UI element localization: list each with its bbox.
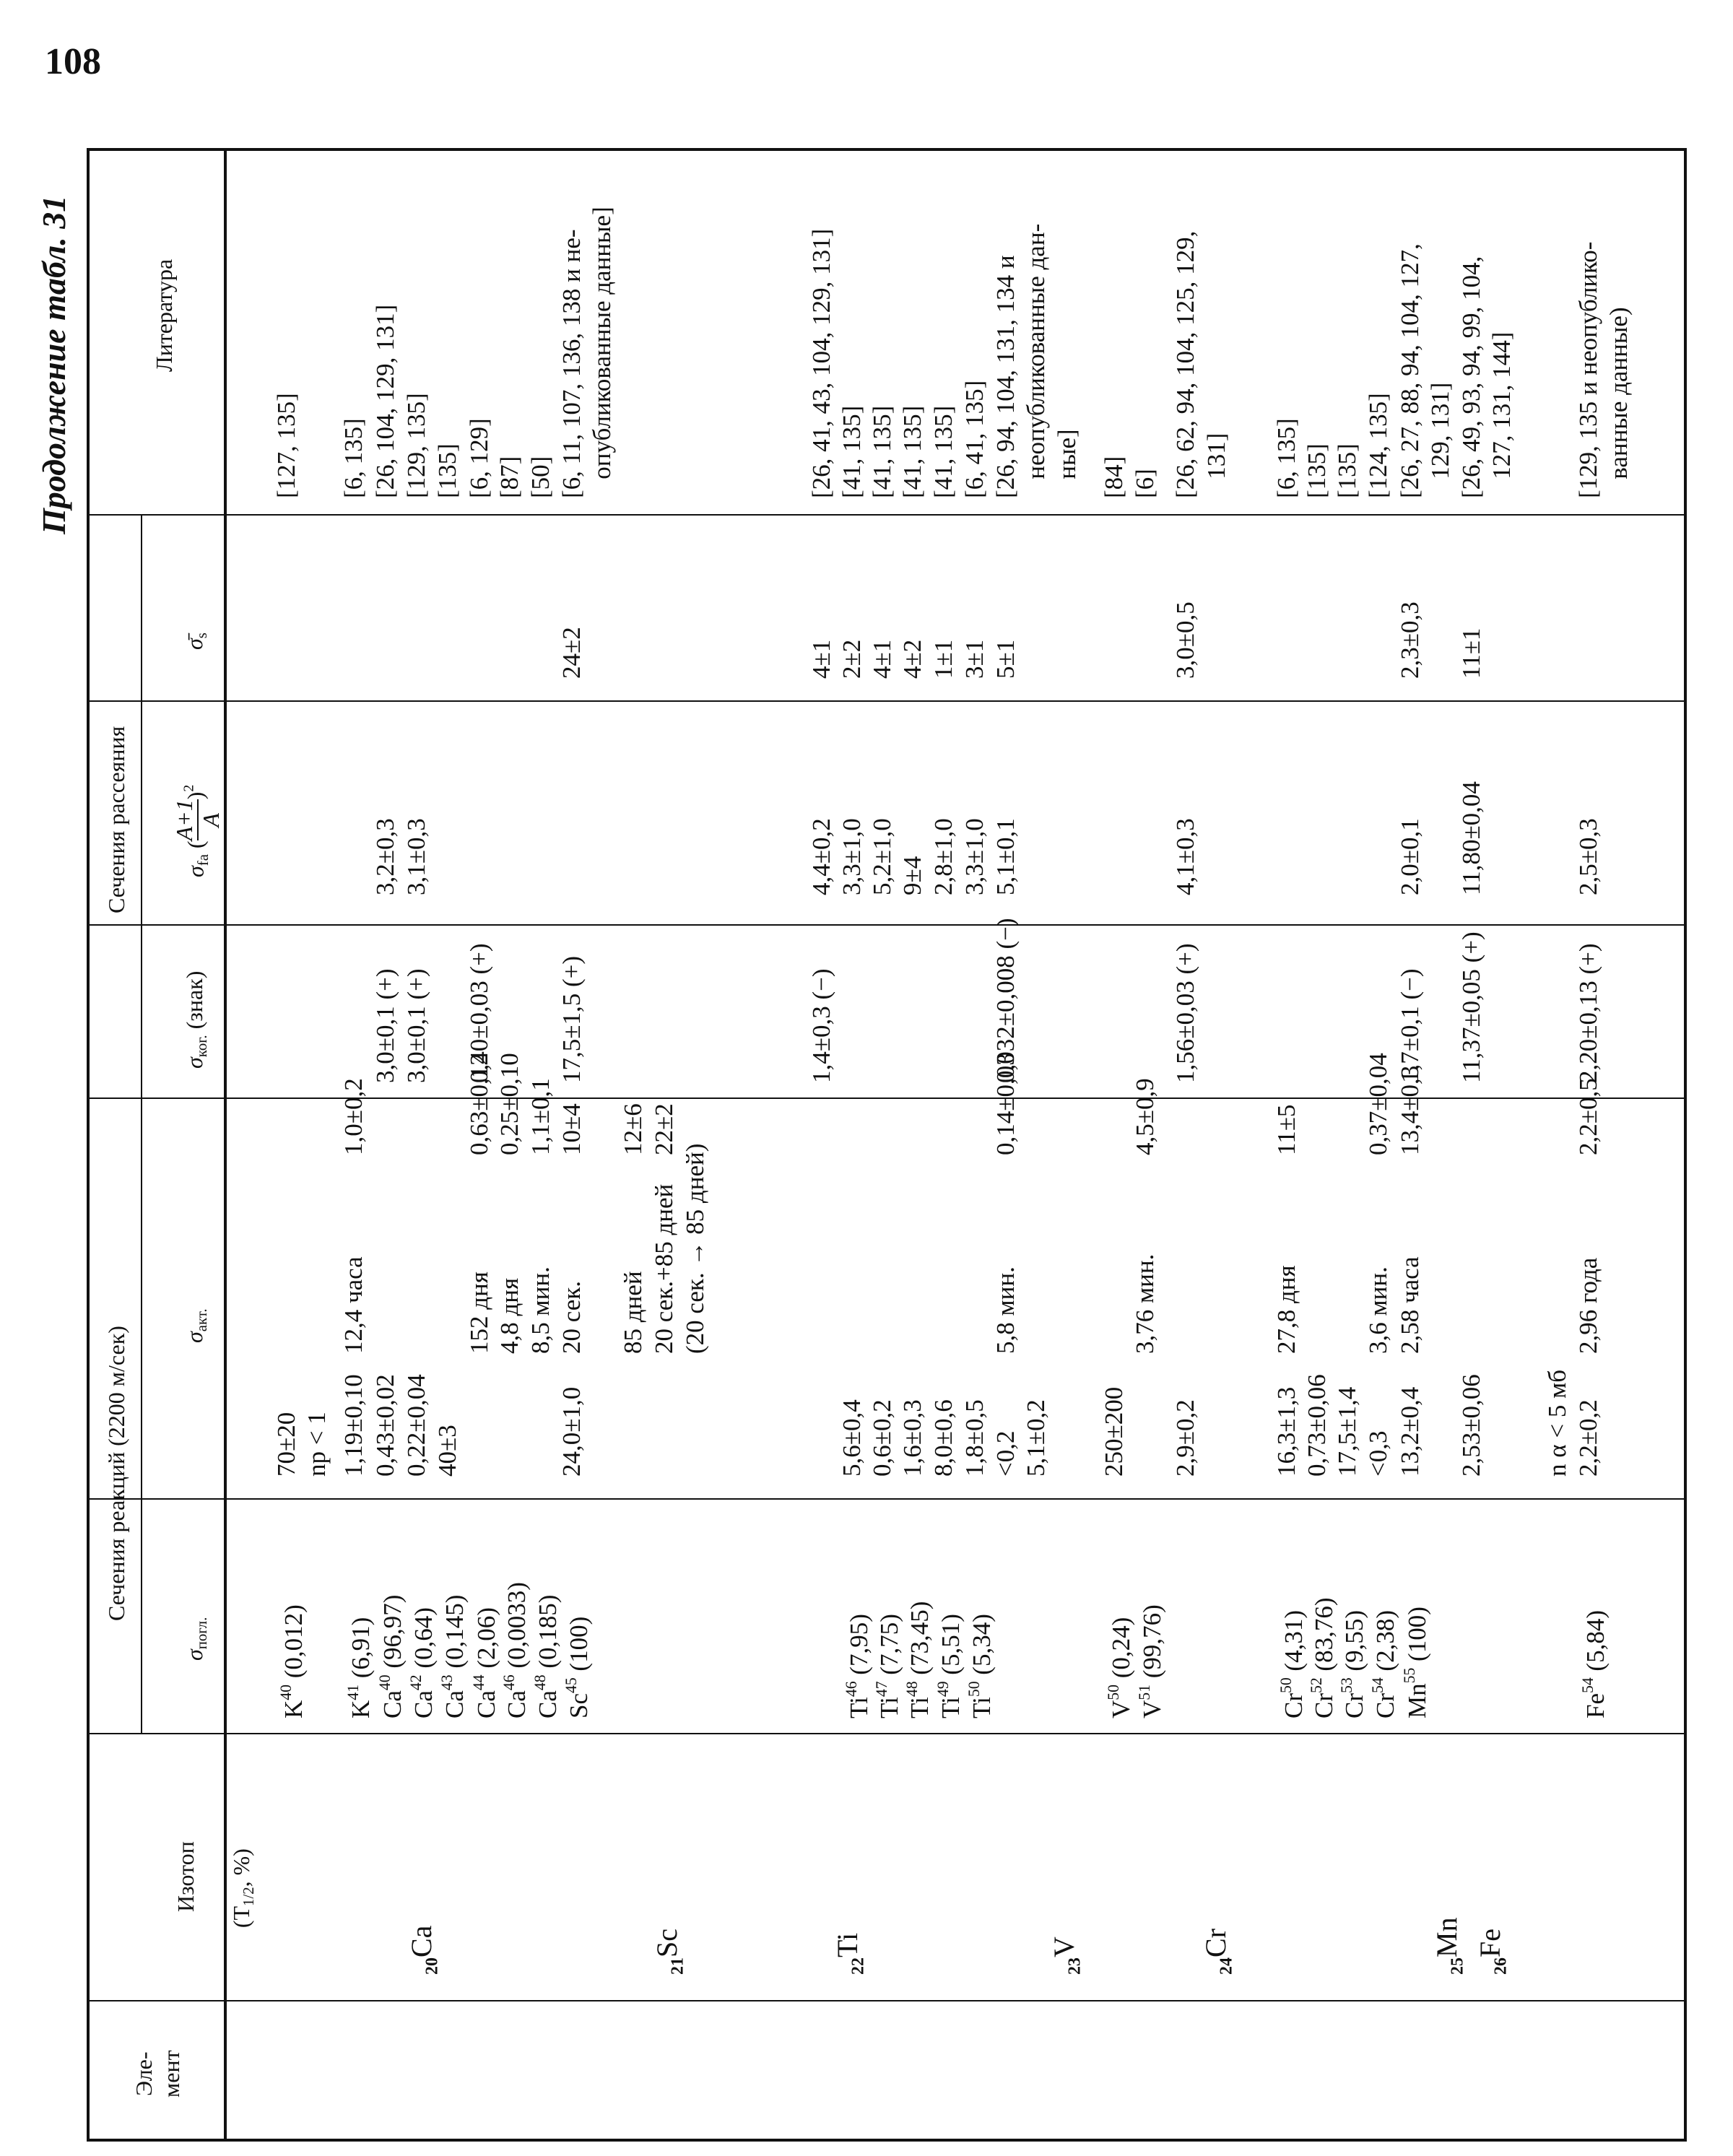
cell-half: 5,8 мин. xyxy=(991,1266,1020,1354)
cell-pogl: <0,2 xyxy=(991,1430,1020,1477)
isotope-abundance: (0,185) xyxy=(534,1594,563,1675)
element-symbol: Mn xyxy=(1430,1917,1463,1957)
cell-pogl: 2,9±0,2 xyxy=(1171,1399,1199,1477)
isotope-abundance: (96,97) xyxy=(378,1594,407,1675)
cell-pogl: 13,2±0,4 xyxy=(1396,1386,1424,1477)
cell-pogl: 8,0±0,6 xyxy=(929,1399,957,1477)
isotope-abundance: (2,06) xyxy=(472,1607,501,1675)
group-header-line-scattering xyxy=(141,514,142,1097)
header-free: $\sigma_{fa}$ ( A+1 A )$^2$ xyxy=(171,784,225,877)
cell-half: 20 сек.+85 дней xyxy=(650,1183,678,1354)
cell-s: 3±1 xyxy=(960,639,989,679)
isotope-abundance: (7,95) xyxy=(845,1614,874,1682)
isotope-symbol: Cr xyxy=(1371,1693,1400,1718)
element-symbol: V xyxy=(1048,1937,1080,1957)
cell-act: 12±6 xyxy=(619,1103,647,1155)
activation-sym: σ xyxy=(181,1331,207,1343)
isotope-symbol: V xyxy=(1107,1700,1136,1718)
cell-lit: [84] xyxy=(1100,456,1128,498)
cell-fa: 4,1±0,3 xyxy=(1171,818,1199,895)
cell-lit: [87] xyxy=(495,456,524,498)
activation-sub: акт. xyxy=(194,1308,211,1332)
cell-pogl: 0,22±0,04 xyxy=(402,1374,430,1477)
cell-pogl: n α < 5 мб xyxy=(1543,1369,1571,1477)
isotope-abundance: (100) xyxy=(1403,1607,1432,1668)
cell-half: 2,96 года xyxy=(1574,1257,1602,1354)
kog-column-separator xyxy=(87,924,1687,926)
isotope-mass-number: 50 xyxy=(1277,1677,1295,1693)
element-label xyxy=(1430,1917,1467,1975)
free-num: A+1 xyxy=(172,799,199,840)
isotope-mass-number: 43 xyxy=(438,1674,456,1691)
cell-half: 3,6 мин. xyxy=(1364,1266,1392,1354)
cell-s: 24±2 xyxy=(557,627,586,679)
isotope-abundance: (0,145) xyxy=(440,1594,469,1675)
header-reactions-group: Сечения реакций (2200 м/сек) xyxy=(103,1326,129,1621)
cell-lit: 127, 131, 144] xyxy=(1487,331,1516,498)
cell-act: 0,37±0,04 xyxy=(1364,1053,1392,1155)
cell-pogl: 0,73±0,06 xyxy=(1303,1374,1331,1477)
cell-act: 2,2±0,5 xyxy=(1574,1078,1602,1155)
cell-kog: 11,37±0,05 (+) xyxy=(1457,931,1485,1083)
cell-lit: неопубликованные дан- xyxy=(1022,223,1050,498)
cell-act: 1,1±0,1 xyxy=(526,1078,555,1155)
frame-top xyxy=(87,148,1687,151)
cell-kog: 1,7±0,1 (−) xyxy=(1396,968,1424,1083)
cell-lit: 131] xyxy=(1202,432,1230,498)
cell-pogl: 2,2±0,2 xyxy=(1574,1399,1602,1477)
group-header-line-reactions xyxy=(141,1097,142,1733)
header-element: Эле- мент xyxy=(131,2050,185,2098)
header-isotope-line2 xyxy=(228,1848,258,1929)
free-fraction xyxy=(172,799,224,840)
s-sub: s xyxy=(194,633,211,639)
element-symbol: Ca xyxy=(405,1925,438,1957)
isotope-abundance: (0,64) xyxy=(409,1607,438,1675)
cell-lit: [6, 11, 107, 136, 138 и не- xyxy=(557,229,586,498)
frame-bottom xyxy=(87,2139,1687,2142)
cell-kog: 2,20±0,13 (+) xyxy=(1574,943,1602,1083)
element-symbol: Sc xyxy=(651,1929,683,1957)
cell-lit: [50] xyxy=(526,456,555,498)
cell-lit: [6, 135] xyxy=(1272,418,1300,498)
cell-pogl: 40±3 xyxy=(433,1425,461,1477)
cell-act: 0,63±0,12 xyxy=(465,1053,493,1155)
cell-lit: [135] xyxy=(1333,443,1361,498)
cell-fa: 2,0±0,1 xyxy=(1396,818,1424,895)
absorption-sub: погл. xyxy=(194,1617,211,1650)
cell-lit: [135] xyxy=(1303,443,1331,498)
cell-fa: 9±4 xyxy=(898,856,926,895)
element-symbol: Ti xyxy=(831,1932,864,1957)
isotope-symbol: Ca xyxy=(534,1690,563,1718)
isotope-mass-number: 48 xyxy=(903,1681,921,1698)
cell-pogl: 1,8±0,5 xyxy=(960,1399,989,1477)
coherent-sym: σ xyxy=(181,1057,207,1069)
cell-pogl: 17,5±1,4 xyxy=(1333,1386,1361,1477)
isotope-abundance: (7,75) xyxy=(875,1614,904,1682)
fa-column-separator xyxy=(87,700,1687,702)
isotope-symbol: Ca xyxy=(472,1690,501,1718)
cell-fa: 3,3±1,0 xyxy=(960,818,989,895)
isotope-symbol: K xyxy=(279,1700,308,1718)
cell-pogl: np < 1 xyxy=(303,1412,331,1477)
isotope-abundance: (5,84) xyxy=(1581,1610,1610,1678)
cell-s: 1±1 xyxy=(929,639,957,679)
header-coherent xyxy=(181,971,212,1069)
free-sub: fa xyxy=(194,854,212,866)
header-s xyxy=(181,633,212,650)
element-atomic-number: 25 xyxy=(1448,1957,1467,1975)
isotope-cell xyxy=(556,1617,594,1718)
cell-half: 8,5 мин. xyxy=(526,1266,555,1354)
cell-fa: 11,80±0,04 xyxy=(1457,781,1485,895)
isotope-mass-number: 48 xyxy=(531,1674,549,1691)
isotope-t: (T xyxy=(228,1905,255,1929)
cell-act: 0,25±0,10 xyxy=(495,1053,524,1155)
isotope-symbol: Ca xyxy=(409,1690,438,1718)
cell-lit: [135] xyxy=(433,443,461,498)
isotope-symbol: Fe xyxy=(1581,1693,1610,1718)
cell-lit: опубликованные данные] xyxy=(588,207,616,498)
cell-fa: 3,3±1,0 xyxy=(838,818,866,895)
cell-s: 4±2 xyxy=(898,639,926,679)
page-number: 108 xyxy=(45,41,101,82)
cell-fa: 4,4±0,2 xyxy=(807,818,835,895)
element-label xyxy=(1199,1929,1236,1975)
isotope-cell xyxy=(271,1604,309,1718)
table-caption-rotated: Продолжение табл. 31 xyxy=(35,195,72,534)
cell-lit: [26, 94, 104, 131, 134 и xyxy=(991,255,1020,498)
cell-pogl: 1,19±0,10 xyxy=(339,1374,368,1477)
isotope-abundance: (6,91) xyxy=(347,1617,375,1685)
cell-lit: [26, 27, 88, 94, 104, 127, xyxy=(1396,243,1424,498)
isotope-symbol: K xyxy=(347,1700,375,1718)
cell-lit: [41, 135] xyxy=(868,405,896,498)
isotope-symbol: V xyxy=(1138,1700,1167,1718)
isotope-mass-number: 45 xyxy=(563,1677,580,1693)
isotope-symbol: Ca xyxy=(378,1690,407,1718)
isotope-abundance: (4,31) xyxy=(1280,1610,1308,1678)
isotope-column-separator xyxy=(87,1733,1687,1734)
isotope-mass-number: 52 xyxy=(1308,1677,1325,1693)
reactions-scattering-separator xyxy=(87,1097,1687,1099)
cell-pogl: 2,53±0,06 xyxy=(1457,1374,1485,1477)
isotope-mass-number: 54 xyxy=(1369,1677,1386,1693)
cell-lit: [26, 49, 93, 94, 99, 104, xyxy=(1457,256,1485,498)
isotope-symbol: Ti xyxy=(905,1697,934,1718)
isotope-symbol: Ca xyxy=(440,1690,469,1718)
cell-kog: 17,5±1,5 (+) xyxy=(557,955,586,1083)
cell-act: 22±2 xyxy=(650,1103,678,1155)
header-absorption xyxy=(181,1617,212,1661)
cell-lit: [124, 135] xyxy=(1364,393,1392,498)
isotope-symbol: Ti xyxy=(968,1697,996,1718)
cell-s: 3,0±0,5 xyxy=(1171,601,1199,679)
cell-lit: [129, 135] xyxy=(402,393,430,498)
cell-half: 20 сек. xyxy=(557,1280,586,1354)
cell-half: 27,8 дня xyxy=(1272,1265,1300,1354)
cell-s: 5±1 xyxy=(991,639,1020,679)
coherent-sub: ког. xyxy=(194,1035,211,1058)
isotope-mass-number: 41 xyxy=(344,1685,362,1700)
cell-half: (20 сек. → 85 дней) xyxy=(681,1143,709,1354)
element-atomic-number: 24 xyxy=(1217,1957,1236,1975)
isotope-mass-number: 51 xyxy=(1136,1685,1153,1700)
frame-left xyxy=(87,148,90,2141)
cell-s: 11±1 xyxy=(1457,627,1485,679)
cell-act: 13,4±0,3 xyxy=(1396,1065,1424,1155)
cell-s: 4±1 xyxy=(868,639,896,679)
cell-kog: 0,40±0,03 (+) xyxy=(465,943,493,1083)
isotope-abundance: (73,45) xyxy=(905,1601,934,1682)
cell-lit: ные] xyxy=(1053,429,1081,498)
cell-lit: ванные данные) xyxy=(1604,307,1633,498)
cell-kog: 3,0±0,1 (+) xyxy=(371,968,399,1083)
isotope-mass-number: 40 xyxy=(277,1685,295,1700)
cell-pogl: 0,43±0,02 xyxy=(371,1374,399,1477)
element-atomic-number: 21 xyxy=(668,1957,687,1975)
free-power: 2 xyxy=(181,784,197,792)
cell-fa: 2,5±0,3 xyxy=(1574,818,1602,895)
element-atomic-number: 20 xyxy=(422,1957,442,1975)
cell-lit: [41, 135] xyxy=(898,405,926,498)
cell-lit: [26, 104, 129, 131] xyxy=(371,304,399,498)
isotope-abundance: (2,38) xyxy=(1371,1610,1400,1678)
cell-lit: [129, 135 и неопублико- xyxy=(1574,241,1602,498)
cell-fa: 5,2±1,0 xyxy=(868,818,896,895)
cell-pogl: 24,0±1,0 xyxy=(557,1386,586,1477)
cell-pogl: 70±20 xyxy=(272,1412,300,1477)
free-den: A xyxy=(198,813,225,827)
cell-pogl: 250±200 xyxy=(1100,1386,1128,1477)
cell-fa: 3,1±0,3 xyxy=(402,818,430,895)
isotope-mass-number: 50 xyxy=(1105,1685,1122,1700)
isotope-mass-number: 53 xyxy=(1338,1677,1355,1693)
cell-half: 85 дней xyxy=(619,1271,647,1354)
cell-s: 2±2 xyxy=(838,639,866,679)
isotope-abundance: (5,51) xyxy=(937,1614,965,1682)
cell-half: 152 дня xyxy=(465,1272,493,1354)
cell-s: 4±1 xyxy=(807,639,835,679)
element-atomic-number: 26 xyxy=(1491,1957,1511,1975)
isotope-mass-number: 49 xyxy=(934,1681,952,1698)
isotope-cell xyxy=(1129,1604,1168,1718)
cell-act: 0,14±0,03 xyxy=(991,1053,1020,1155)
cell-act: 4,5±0,9 xyxy=(1131,1078,1159,1155)
header-scattering-group: Сечения рассеяния xyxy=(103,726,129,913)
cell-lit: [26, 62, 94, 104, 125, 129, xyxy=(1171,230,1199,498)
cell-half: 4,8 дня xyxy=(495,1277,524,1354)
element-symbol: Fe xyxy=(1474,1929,1506,1957)
cell-pogl: 16,3±1,3 xyxy=(1272,1386,1300,1477)
element-column-separator xyxy=(87,2000,1687,2001)
cell-kog: 0,032±0,008 (−) xyxy=(991,918,1020,1083)
isotope-abundance: (99,76) xyxy=(1138,1604,1167,1685)
cell-kog: 1,56±0,03 (+) xyxy=(1171,943,1199,1083)
isotope-mass-number: 50 xyxy=(965,1681,983,1698)
element-label xyxy=(830,1933,868,1975)
cell-pogl: 5,6±0,4 xyxy=(838,1399,866,1477)
isotope-mass-number: 54 xyxy=(1579,1677,1597,1693)
element-label xyxy=(404,1926,442,1975)
cell-lit: [6] xyxy=(1131,469,1159,498)
cell-lit: [41, 135] xyxy=(929,405,957,498)
cell-fa: 3,2±0,3 xyxy=(371,818,399,895)
isotope-mass-number: 44 xyxy=(470,1674,487,1691)
cell-half: 3,76 мин. xyxy=(1131,1253,1159,1354)
isotope-abundance: (5,34) xyxy=(968,1614,996,1682)
cell-s: 2,3±0,3 xyxy=(1396,601,1424,679)
isotope-symbol: Cr xyxy=(1280,1693,1308,1718)
element-symbol: Cr xyxy=(1199,1929,1232,1957)
cell-act: 11±5 xyxy=(1272,1104,1300,1155)
isotope-symbol: Ti xyxy=(845,1697,874,1718)
isotope-mass-number: 47 xyxy=(873,1681,890,1698)
isotope-symbol: Ti xyxy=(875,1697,904,1718)
cell-act: 10±4 xyxy=(557,1103,586,1155)
cell-half: 2,58 часа xyxy=(1396,1256,1424,1354)
cell-lit: [6, 135] xyxy=(339,418,368,498)
isotope-cell xyxy=(959,1614,997,1718)
isotope-abundance: (0,24) xyxy=(1107,1617,1136,1685)
element-label xyxy=(650,1929,687,1975)
cell-lit: 129, 131] xyxy=(1426,382,1454,498)
isotope-symbol: Cr xyxy=(1340,1693,1369,1718)
cell-pogl: 0,6±0,2 xyxy=(868,1399,896,1477)
cell-lit: [41, 135] xyxy=(838,405,866,498)
isotope-mass-number: 42 xyxy=(407,1674,425,1691)
isotope-abundance: (9,55) xyxy=(1340,1610,1369,1678)
isotope-symbol: Ti xyxy=(937,1697,965,1718)
free-sym: σ xyxy=(182,866,209,877)
isotope-mass-number: 55 xyxy=(1401,1667,1418,1684)
isotope-mass-number: 40 xyxy=(376,1674,394,1691)
isotope-cell xyxy=(1394,1607,1433,1718)
isotope-symbol: Ca xyxy=(503,1690,531,1718)
cell-kog: 3,0±0,1 (+) xyxy=(402,968,430,1083)
element-atomic-number: 22 xyxy=(848,1957,868,1975)
cell-lit: [26, 41, 43, 104, 129, 131] xyxy=(807,228,835,498)
coherent-tail: (знак) xyxy=(181,970,207,1035)
pogl-column-separator xyxy=(87,1498,1687,1500)
cell-pogl: 5,1±0,2 xyxy=(1022,1399,1050,1477)
s-sym: σ̄ xyxy=(181,638,207,650)
cell-fa: 5,1±0,1 xyxy=(991,818,1020,895)
isotope-abundance: (100) xyxy=(565,1616,594,1678)
isotope-sub: 1/2 xyxy=(240,1887,258,1906)
cell-lit: [6, 41, 135] xyxy=(960,380,989,498)
isotope-abundance: (0,0033) xyxy=(503,1582,531,1675)
cell-pogl: <0,3 xyxy=(1364,1430,1392,1477)
cell-lit: [6, 129] xyxy=(465,418,493,498)
cell-fa: 2,8±1,0 xyxy=(929,818,957,895)
cell-lit: [127, 135] xyxy=(272,393,300,498)
header-isotope-line1: Изотоп xyxy=(173,1841,199,1912)
isotope-abundance: (0,012) xyxy=(279,1604,308,1685)
cell-kog: 1,4±0,3 (−) xyxy=(807,968,835,1083)
element-atomic-number: 23 xyxy=(1065,1957,1085,1975)
frame-right xyxy=(1684,148,1687,2141)
header-activation xyxy=(181,1308,212,1343)
element-label xyxy=(1473,1929,1511,1975)
isotope-symbol: Cr xyxy=(1310,1693,1339,1718)
literature-column-separator xyxy=(87,514,1687,516)
cell-act: 1,0±0,2 xyxy=(339,1078,368,1155)
isotope-abundance: (83,76) xyxy=(1310,1597,1339,1678)
isotope-cell xyxy=(1573,1610,1611,1718)
header-isotope xyxy=(144,1841,287,1935)
header-literature-rot: Литература xyxy=(151,258,177,372)
isotope-symbol: Mn xyxy=(1403,1683,1432,1718)
element-label xyxy=(1047,1937,1085,1975)
cell-half: 12,4 часа xyxy=(339,1256,368,1354)
isotope-mass-number: 46 xyxy=(843,1681,860,1698)
isotope-symbol: Sc xyxy=(565,1693,594,1718)
isotope-mass-number: 46 xyxy=(500,1674,518,1691)
absorption-sym: σ xyxy=(181,1649,207,1661)
cell-pogl: 1,6±0,3 xyxy=(898,1399,926,1477)
isotope-tail: , %) xyxy=(228,1848,255,1887)
